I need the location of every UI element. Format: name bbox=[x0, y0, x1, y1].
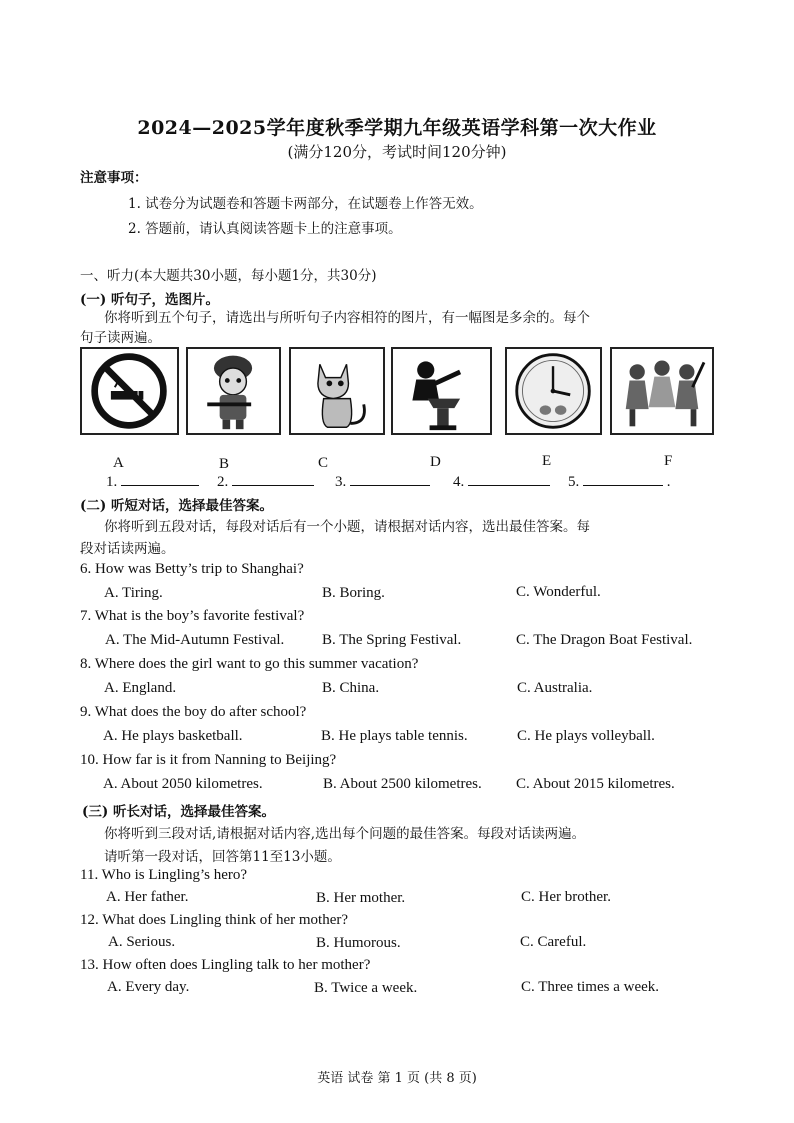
notice-heading: 注意事项： bbox=[80, 170, 148, 186]
option-a[interactable]: A. England. bbox=[104, 680, 177, 696]
option-c[interactable]: C. Three times a week. bbox=[521, 979, 660, 995]
question-text: 9. What does the boy do after school? bbox=[80, 704, 307, 720]
answer-blank[interactable] bbox=[583, 472, 663, 486]
option-c[interactable]: C. Careful. bbox=[520, 934, 587, 950]
answer-blank-row bbox=[217, 472, 314, 491]
option-c[interactable]: C. The Dragon Boat Festival. bbox=[516, 632, 693, 648]
page-title: 2024—2025学年度秋季学期九年级英语学科第一次大作业 bbox=[137, 117, 657, 139]
section-heading: 一、听力(本大题共30小题，每小题1分，共30分) bbox=[80, 268, 377, 284]
instruction: 段对话读两遍。 bbox=[80, 541, 175, 557]
option-b[interactable]: B. Her mother. bbox=[316, 890, 406, 906]
option-c[interactable]: C. Wonderful. bbox=[516, 584, 601, 600]
picture-letter: E bbox=[542, 453, 552, 469]
option-b[interactable]: B. He plays table tennis. bbox=[321, 728, 468, 744]
clock-icon bbox=[505, 347, 602, 435]
question-text: 10. How far is it from Nanning to Beijing? bbox=[80, 752, 337, 768]
option-a[interactable]: A. Tiring. bbox=[104, 585, 163, 601]
option-a[interactable]: A. Every day. bbox=[107, 979, 190, 995]
question-text: 6. How was Betty’s trip to Shanghai? bbox=[80, 561, 304, 577]
answer-number: 2. bbox=[217, 474, 229, 490]
option-c[interactable]: C. Australia. bbox=[517, 680, 593, 696]
no-smoking-sign-icon bbox=[80, 347, 179, 435]
singing-children-icon bbox=[610, 347, 714, 435]
picture-letter: D bbox=[430, 454, 441, 470]
part-heading: (二) 听短对话，选择最佳答案。 bbox=[80, 498, 273, 514]
question-text: 12. What does Lingling think of her mother? bbox=[80, 912, 349, 928]
answer-number: 3. bbox=[335, 474, 347, 490]
option-c[interactable]: C. About 2015 kilometres. bbox=[516, 776, 675, 792]
answer-blank-row bbox=[568, 472, 671, 491]
option-b[interactable]: B. Humorous. bbox=[316, 935, 401, 951]
soldier-boy-icon bbox=[186, 347, 281, 435]
part-heading: (一) 听句子，选图片。 bbox=[80, 292, 219, 308]
option-a[interactable]: A. He plays basketball. bbox=[103, 728, 243, 744]
answer-blank-row bbox=[335, 472, 430, 491]
picture-letter: A bbox=[113, 455, 124, 471]
option-c[interactable]: C. He plays volleyball. bbox=[517, 728, 655, 744]
answer-number: 5. bbox=[568, 474, 580, 490]
option-a[interactable]: A. Her father. bbox=[106, 889, 189, 905]
notice-item: 1. 试卷分为试题卷和答题卡两部分，在试题卷上作答无效。 bbox=[128, 196, 483, 212]
question-text: 7. What is the boy’s favorite festival? bbox=[80, 608, 305, 624]
instruction: 句子读两遍。 bbox=[80, 330, 161, 346]
page-footer: 英语 试卷 第 1 页 (共 8 页) bbox=[317, 1071, 477, 1086]
question-text: 11. Who is Lingling’s hero? bbox=[80, 867, 248, 883]
answer-number: 4. bbox=[453, 474, 465, 490]
option-b[interactable]: B. Twice a week. bbox=[314, 980, 418, 996]
option-b[interactable]: B. The Spring Festival. bbox=[322, 632, 462, 648]
page-subtitle: (满分120分，考试时间120分钟) bbox=[287, 143, 507, 161]
answer-blank[interactable] bbox=[468, 472, 550, 486]
answer-blank-row bbox=[106, 472, 199, 491]
speaker-at-podium-icon bbox=[391, 347, 492, 435]
answer-blank[interactable] bbox=[232, 472, 314, 486]
answer-end-period: . bbox=[666, 474, 671, 490]
picture-letter: B bbox=[219, 456, 230, 472]
answer-number: 1. bbox=[106, 474, 118, 490]
answer-blank-row bbox=[453, 472, 550, 491]
instruction: 你将听到三段对话,请根据对话内容,选出每个问题的最佳答案。每段对话读两遍。 bbox=[104, 826, 586, 842]
option-a[interactable]: A. The Mid-Autumn Festival. bbox=[105, 632, 285, 648]
instruction: 你将听到五段对话，每段对话后有一个小题，请根据对话内容，选出最佳答案。每 bbox=[104, 519, 590, 535]
answer-blank[interactable] bbox=[350, 472, 430, 486]
instruction: 你将听到五个句子，请选出与所听句子内容相符的图片，有一幅图是多余的。每个 bbox=[104, 310, 590, 326]
option-a[interactable]: A. About 2050 kilometres. bbox=[103, 776, 263, 792]
cat-icon bbox=[289, 347, 385, 435]
option-b[interactable]: B. About 2500 kilometres. bbox=[323, 776, 482, 792]
picture-letter: F bbox=[664, 453, 673, 469]
question-text: 8. Where does the girl want to go this summer vacation? bbox=[80, 656, 419, 672]
option-a[interactable]: A. Serious. bbox=[108, 934, 176, 950]
option-b[interactable]: B. Boring. bbox=[322, 585, 385, 601]
question-text: 13. How often does Lingling talk to her mother? bbox=[80, 957, 371, 973]
instruction: 请听第一段对话，回答第11至13小题。 bbox=[104, 849, 341, 865]
part-heading: (三) 听长对话，选择最佳答案。 bbox=[82, 804, 275, 820]
picture-letter: C bbox=[318, 455, 329, 471]
option-b[interactable]: B. China. bbox=[322, 680, 380, 696]
option-c[interactable]: C. Her brother. bbox=[521, 889, 611, 905]
answer-blank[interactable] bbox=[121, 472, 199, 486]
notice-item: 2. 答题前，请认真阅读答题卡上的注意事项。 bbox=[128, 221, 402, 237]
